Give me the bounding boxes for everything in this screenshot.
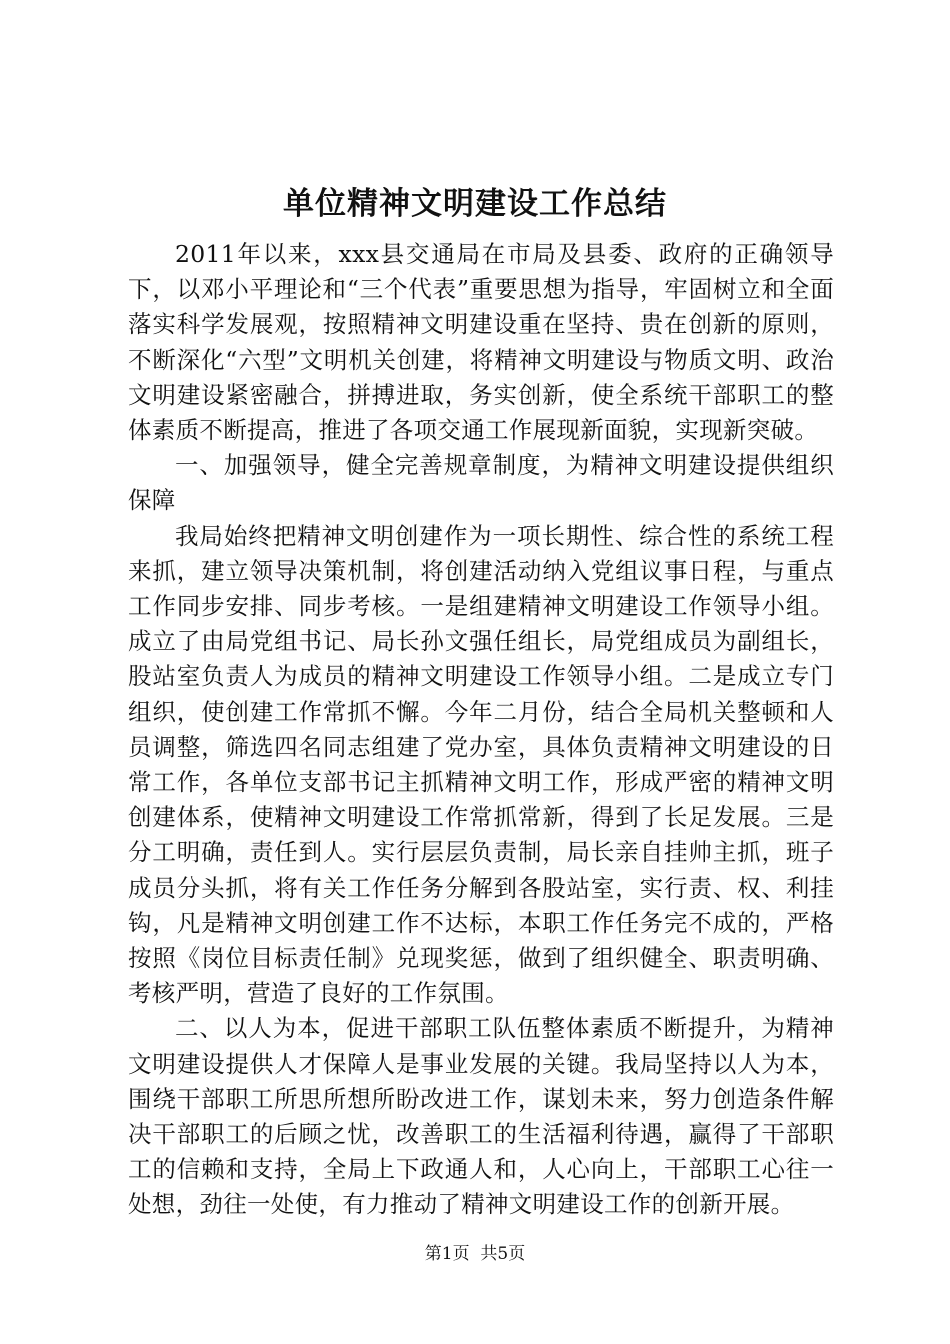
paragraph-section-2: 二、以人为本，促进干部职工队伍整体素质不断提升，为精神文明建设提供人才保障人是事业发展的关键。我局坚持以人为本，围绕干部职工所思所想所盼改进工作，谋划未来，努力创造条件解决干部职工的后顾之忧，改善职工的生活福利待遇，赢得了干部职工的信赖和支持，全局上下政通人和，人心向上，干部职工心往一处想，劲往一处使，有力推动了精神文明建设工作的创新开展。 [128,1014,834,1219]
section-heading-1: 一、加强领导，健全完善规章制度，为精神文明建设提供组织保障 [128,451,834,515]
page-total: 共5页 [480,1244,526,1264]
document-title: 单位精神文明建设工作总结 [283,186,667,222]
document-body [128,237,834,1223]
page-number: 第1页 [424,1244,470,1264]
page-footer [0,1242,950,1266]
paragraph-intro: 2011年以来，xxx县交通局在市局及县委、政府的正确领导下，以邓小平理论和“三个代表”重要思想为指导，牢固树立和全面落实科学发展观，按照精神文明建设重在坚持、贵在创新的原则，不断深化“六型”文明机关创建，将精神文明建设与物质文明、政治文明建设紧密融合，拼搏进取，务实创新，使全系统干部职工的整体素质不断提高，推进了各项交通工作展现新面貌，实现新突破。 [128,240,834,445]
paragraph-section-1: 我局始终把精神文明创建作为一项长期性、综合性的系统工程来抓，建立领导决策机制，将创建活动纳入党组议事日程，与重点工作同步安排、同步考核。一是组建精神文明建设工作领导小组。成立了由局党组书记、局长孙文强任组长，局党组成员为副组长，股站室负责人为成员的精神文明建设工作领导小组。二是成立专门组织，使创建工作常抓不懈。今年二月份，结合全局机关整顿和人员调整，筛选四名同志组建了党办室，具体负责精神文明建设的日常工作，各单位支部书记主抓精神文明工作，形成严密的精神文明创建体系，使精神文明建设工作常抓常新，得到了长足发展。三是分工明确，责任到人。实行层层负责制，局长亲自挂帅主抓，班子成员分头抓，将有关工作任务分解到各股站室，实行责、权、利挂钩，凡是精神文明创建工作不达标，本职工作任务完不成的，严格按照《岗位目标责任制》兑现奖惩，做到了组织健全、职责明确、考核严明，营造了良好的工作氛围。 [128,521,834,1008]
